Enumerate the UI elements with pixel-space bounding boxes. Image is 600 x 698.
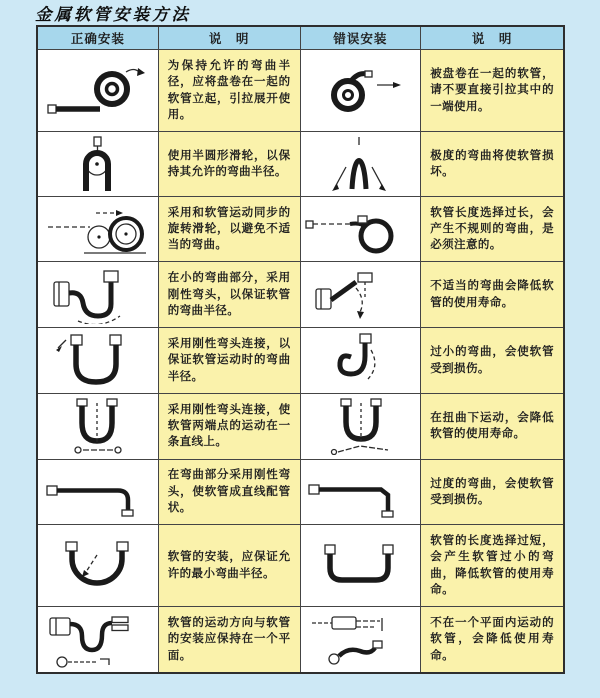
rigid-elbow-u-connection-image <box>42 332 154 390</box>
correct-note-cell <box>159 460 301 525</box>
note-text: 软管的运动方向与软管的安装应保持在一个平面。 <box>167 617 291 662</box>
note-text: 在弯曲部分采用刚性弯头，使软管成直线配管状。 <box>167 469 291 515</box>
table-row <box>38 460 563 526</box>
table-row <box>38 525 563 607</box>
wrong-image-cell <box>301 262 422 327</box>
header-description-2: 说 明 <box>421 27 563 49</box>
straight-pipe-with-rigid-elbow-image <box>42 463 154 521</box>
note-text: 使用半圆形滑轮，以保持其允许的弯曲半径。 <box>167 149 291 178</box>
correct-image-cell <box>38 132 159 196</box>
correct-image-cell <box>38 525 159 606</box>
wrong-image-cell <box>301 394 422 459</box>
wrong-image-cell <box>301 197 422 262</box>
note-text: 采用刚性弯头连接，以保证软管运动时的弯曲半径。 <box>167 338 291 383</box>
page-title: 金属软管安装方法 <box>35 5 191 24</box>
rigid-elbow-at-small-bend-image <box>42 266 154 324</box>
correct-image-cell <box>38 460 159 525</box>
note-text: 软管的安装，应保证允许的最小弯曲半径。 <box>167 551 291 580</box>
wrong-note-cell <box>421 607 563 672</box>
installation-methods-table <box>36 25 565 674</box>
note-text: 极度的弯曲将使软管损坏。 <box>430 149 554 178</box>
coiled-hose-pulled-directly-image <box>304 62 416 120</box>
wrong-image-cell <box>301 50 422 131</box>
note-text: 采用和软管运动同步的旋转滑轮，以避免不适当的弯曲。 <box>167 206 291 252</box>
synchronized-rotating-pulleys-image <box>42 200 154 258</box>
correct-note-cell <box>159 394 301 459</box>
too-short-flat-bottom-bend-image <box>304 537 416 595</box>
wrong-image-cell <box>301 460 422 525</box>
table-row <box>38 50 563 132</box>
note-text: 被盘卷在一起的软管，请不要直接引拉其中的一端使用。 <box>430 68 554 113</box>
correct-note-cell <box>159 607 301 672</box>
note-text: 不在一个平面内运动的软管，会降低使用寿命。 <box>430 617 554 662</box>
wrong-image-cell <box>301 328 422 393</box>
minimum-bend-radius-arc-image <box>42 537 154 595</box>
note-text: 过度的弯曲，会使软管受到损伤。 <box>430 477 554 506</box>
correct-note-cell <box>159 525 301 606</box>
note-text: 软管的长度选择过短，会产生软管过小的弯曲，降低软管的使用寿命。 <box>430 535 554 597</box>
correct-note-cell <box>159 50 301 131</box>
wrong-image-cell <box>301 525 422 606</box>
header-correct-install: 正确安装 <box>38 27 159 49</box>
coiled-hose-stood-upright-image <box>42 62 154 120</box>
wrong-note-cell <box>421 50 563 131</box>
note-text: 过小的弯曲，会使软管受到损伤。 <box>430 346 554 375</box>
wrong-note-cell <box>421 460 563 525</box>
note-text: 为保持允许的弯曲半径，应将盘卷在一起的软管立起，引拉展开使用。 <box>167 59 291 121</box>
wrong-note-cell <box>421 328 563 393</box>
too-small-bend-hook-image <box>304 332 416 390</box>
u-hose-twisted-motion-image <box>304 397 416 455</box>
wrong-image-cell <box>301 607 422 672</box>
overlong-hose-irregular-loop-image <box>304 200 416 258</box>
table-row <box>38 197 563 263</box>
semicircular-pulley-support-image <box>42 135 154 193</box>
note-text: 软管长度选择过长，会产生不规则的弯曲，是必须注意的。 <box>430 206 554 252</box>
header-wrong-install: 错误安装 <box>301 27 422 49</box>
table-header-row <box>38 27 563 50</box>
table-row <box>38 394 563 460</box>
note-text: 采用刚性弯头连接，使软管两端点的运动在一条直线上。 <box>167 403 291 449</box>
improper-sharp-angle-bend-image <box>304 266 416 324</box>
table-row <box>38 328 563 394</box>
header-description-1: 说 明 <box>159 27 301 49</box>
excessive-end-bend-image <box>304 463 416 521</box>
note-text: 不适当的弯曲会降低软管的使用寿命。 <box>430 280 554 309</box>
correct-image-cell <box>38 197 159 262</box>
table-row <box>38 262 563 328</box>
wrong-note-cell <box>421 525 563 606</box>
correct-image-cell <box>38 607 159 672</box>
wrong-note-cell <box>421 262 563 327</box>
note-text: 在扭曲下运动，会降低软管的使用寿命。 <box>430 411 554 441</box>
wrong-note-cell <box>421 197 563 262</box>
correct-image-cell <box>38 328 159 393</box>
wrong-image-cell <box>301 132 422 196</box>
u-hose-endpoints-inline-motion-image <box>42 397 154 455</box>
correct-image-cell <box>38 394 159 459</box>
correct-note-cell <box>159 197 301 262</box>
correct-note-cell <box>159 262 301 327</box>
motion-in-same-plane-trap-image <box>42 611 154 669</box>
correct-note-cell <box>159 132 301 196</box>
extreme-sharp-bend-image <box>304 135 416 193</box>
correct-image-cell <box>38 50 159 131</box>
wrong-note-cell <box>421 132 563 196</box>
table-row <box>38 132 563 197</box>
motion-out-of-plane-image <box>304 611 416 669</box>
correct-note-cell <box>159 328 301 393</box>
table-row <box>38 607 563 672</box>
note-text: 在小的弯曲部分，采用刚性弯头，以保证软管的弯曲半径。 <box>167 272 291 317</box>
correct-image-cell <box>38 262 159 327</box>
wrong-note-cell <box>421 394 563 459</box>
